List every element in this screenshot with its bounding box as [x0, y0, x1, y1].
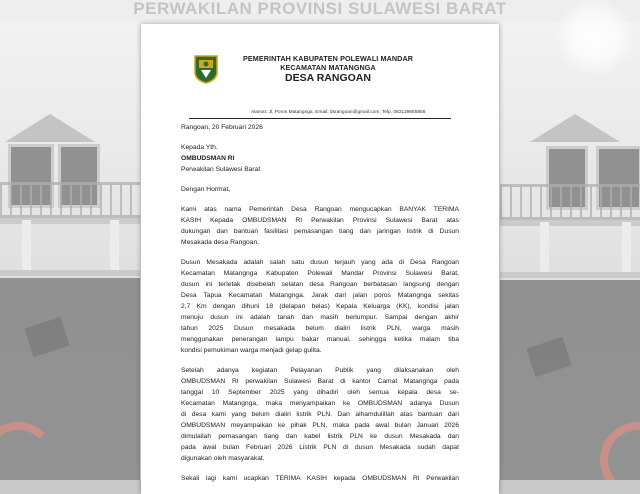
letterhead-divider	[189, 118, 451, 119]
paragraph-line: kondisi pemukiman warga menjadi gelap gulita.	[181, 347, 322, 354]
letter-body	[181, 122, 459, 484]
letterhead-address: Alamat: Jl. Poros Matangnga, Email: dsrangoan@gmail.com, Telp. 082139665856	[251, 110, 426, 115]
letterhead-village: DESA RANGOAN	[285, 72, 371, 84]
paragraph-background	[181, 257, 459, 356]
paragraph-followup	[181, 365, 459, 464]
paragraph-line: Dusun Mesakada adalah salah satu dusun terjauh yang ada di Desa Rangoan	[181, 259, 459, 266]
paragraph-line: Setelah adanya kegiatan Pelayanan Publik yang dilaksanakan oleh	[181, 367, 459, 374]
background-signboard: PERWAKILAN PROVINSI SULAWESI BARAT	[0, 0, 640, 22]
letter-recipient: OMBUDSMAN RI	[181, 155, 235, 162]
paragraph-closing-start: Sekali lagi kami ucapkan TERIMA KASIH kepada OMBUDSMAN RI Perwakilan	[181, 475, 459, 482]
paragraph-line: tahun 2025 Dusun mesakada belum dialiri listrik PLN, warga masih	[181, 325, 459, 332]
paragraph-line: 2,7 Km dengan dihuni 18 (delapan belas) Kepala Keluarga (KK), kondisi jalan	[181, 303, 459, 310]
paragraph-line: Desa Tapua Kecamatan Matangnga. Jarak dari jalan poros Matangnga sekitas	[181, 292, 459, 299]
paragraph-line: Kecamatan Matangnga, maka menyampaikan ke OMBUDSMAN adanya Dusun	[181, 400, 459, 407]
regency-crest-icon	[193, 54, 219, 84]
letterhead-district: KECAMATAN MATANGNGA	[280, 63, 376, 72]
paragraph-line: dusun ini terletak disebelah selatan desa Rangoan berbatasan langsung dengan	[181, 281, 459, 288]
paragraph-line: di desa kami yang belum dialiri listrik PLN. Dan alhamdulillah atas bantuan dari	[181, 411, 459, 418]
letter-addressee-intro: Kepada Yth.	[181, 144, 218, 151]
letter-date: Rangoan, 20 Februari 2026	[181, 124, 263, 131]
letter-paper	[141, 24, 499, 494]
paragraph-line: dukungan dan bantuan fasilitasi pemasangan tiang dan jaringan listrik di Dusun	[181, 228, 459, 235]
letterhead-government: PEMERINTAH KABUPATEN POLEWALI MANDAR	[242, 54, 414, 63]
letter-greeting: Dengan Hormat,	[181, 186, 231, 193]
paragraph-line: tanggal 10 September 2025 yang dihadiri oleh semua kepala desa se-	[181, 389, 459, 396]
paragraph-line: Kami atas nama Pemerintah Desa Rangoan mengucapkan BANYAK TERIMA	[181, 206, 459, 213]
paragraph-line: Kecamatan Matangnga Kabupaten Polewali Mandar Provinsi Sulawesi Barat,	[181, 270, 459, 277]
paragraph-line: dimulailah pemasangan tiang dan kabel listrik PLN ke dusun Mesakada dan	[181, 433, 459, 440]
paragraph-line: digunakan oleh masyarakat.	[181, 455, 265, 462]
paragraph-thanks	[181, 204, 459, 248]
letterhead-text	[223, 54, 433, 85]
paragraph-line: Mesakada desa Rangoan.	[181, 239, 260, 246]
paragraph-line: menuju dusun ini adalah tanah dan masih berlumpur. Sampai dengan akhir	[181, 314, 459, 321]
paragraph-line: KASIH Kepada OMBUDSMAN RI Perwakilan Provinsi Sulawesi Barat atas	[181, 217, 459, 224]
paragraph-line: pada awal bulan Februari 2026 Listrik PLN di dusun Mesakada sudah dapat	[181, 444, 459, 451]
paragraph-line: OMBUDSMAN meyampaikan ke pihak PLN, maka pada awal bulan Januari 2026	[181, 422, 459, 429]
paragraph-line: menggunakan penerangan lampu bakar manual, sehingga ketika malam tiba	[181, 336, 459, 343]
letter-recipient-office: Perwakilan Sulawesi Barat	[181, 166, 261, 173]
paragraph-line: OMBUDSMAN RI perwakilan Sulawesi Barat di kantor Camat Matangnga pada	[181, 378, 459, 385]
letterhead	[141, 48, 499, 114]
